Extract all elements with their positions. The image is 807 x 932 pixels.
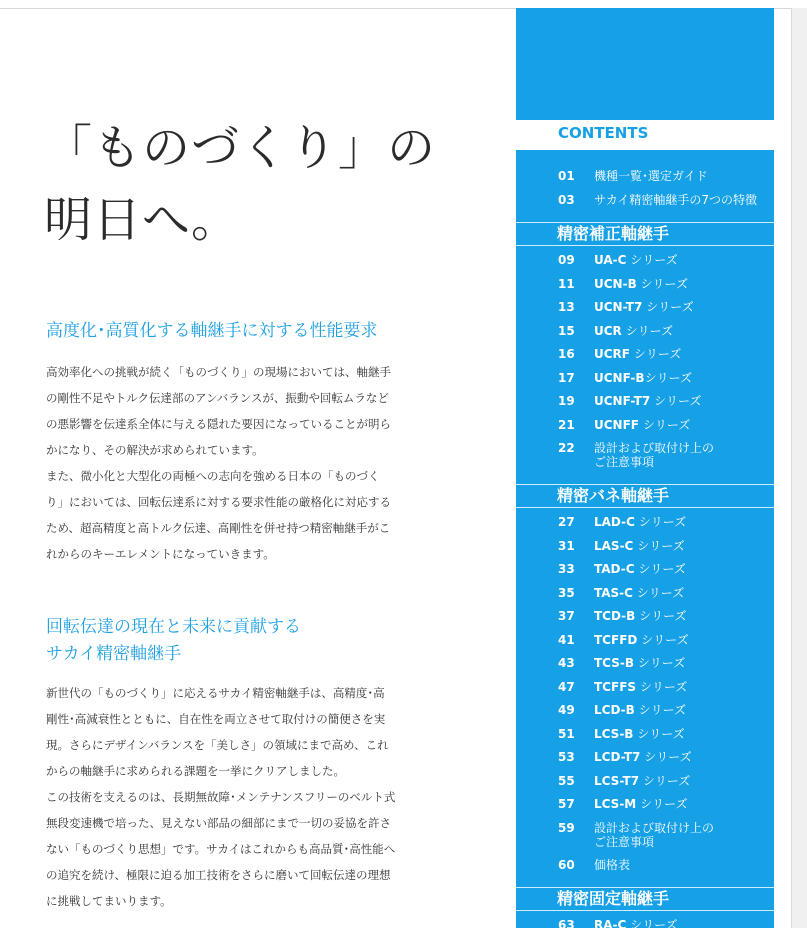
section-body-contribution <box>46 680 396 914</box>
paragraph: 新世代の「ものづくり」に応えるサカイ精密軸継手は、高精度･高剛性･高減衰性とともに、自在性を両立させて取付けの簡便さを実現。さらにデザインバランスを「美しさ」の領域にまで高め、これからの軸継手に求められる課題を一挙にクリアしました。 <box>46 686 389 778</box>
toc-page-number: 21 <box>558 417 575 432</box>
toc-entry-label: LAD-C シリーズ <box>594 515 687 529</box>
toc-entry-label: LCS-T7 シリーズ <box>594 773 691 788</box>
toc-entry-label: 設計および取付け上の ご注意事項 <box>594 820 715 849</box>
sidebar-header-block <box>516 8 774 120</box>
toc-page-number: 17 <box>558 370 575 385</box>
toc-entry-label: TCS-B シリーズ <box>594 656 686 670</box>
toc-page-number: 43 <box>558 656 575 670</box>
toc-page-number: 59 <box>558 820 575 835</box>
toc-entry-label: 価格表 <box>594 857 631 872</box>
section-heading-line: 回転伝達の現在と未来に貢献する <box>46 617 301 637</box>
toc-page-number: 11 <box>558 276 575 291</box>
toc-page-number: 19 <box>558 394 575 408</box>
toc-category-label: 精密固定軸継手 <box>557 889 670 908</box>
toc-entry-label: TCFFD シリーズ <box>594 632 689 647</box>
toc-entry-label: UCNFF シリーズ <box>594 417 691 432</box>
toc-entry-label: TCD-B シリーズ <box>594 609 687 623</box>
toc-entry-label: UA-C シリーズ <box>594 253 678 267</box>
toc-page-number: 33 <box>558 562 575 576</box>
toc-page-number: 57 <box>558 797 575 811</box>
toc-entry-label: サカイ精密軸継手の7つの特徴 <box>594 193 758 207</box>
contents-title: CONTENTS <box>558 124 649 142</box>
toc-entry-label: RA-C シリーズ <box>594 918 678 932</box>
toc-page-number: 22 <box>558 441 575 455</box>
toc-page-number: 27 <box>558 515 575 529</box>
toc-entry-label: UCRF シリーズ <box>594 347 682 361</box>
toc-page-number: 13 <box>558 300 575 314</box>
toc-entry-label: UCR シリーズ <box>594 323 674 338</box>
toc-page-number: 63 <box>558 918 575 932</box>
toc-category-label: 精密補正軸継手 <box>557 224 670 243</box>
toc-page-number: 60 <box>558 857 575 872</box>
toc-page-number: 53 <box>558 750 575 764</box>
toc-page-number: 49 <box>558 703 575 717</box>
toc-entry-label: TCFFS シリーズ <box>594 679 688 694</box>
paragraph: また、微小化と大型化の両極への志向を強める日本の「ものづくり」においては、回転伝達系に対する要求性能の厳格化に対応するため、超高精度と高トルク伝達、高剛性を併せ持つ精密軸継手がこれからのキーエレメントになっていきます。 <box>46 469 391 561</box>
section-body-performance <box>46 359 396 567</box>
toc-entry-label: UCN-T7 シリーズ <box>594 300 694 314</box>
table-of-contents <box>516 150 774 932</box>
hero-title-line-1: 「ものづくり」の <box>44 120 437 176</box>
toc-category-heading[interactable] <box>516 484 774 508</box>
toc-entry-label: TAD-C シリーズ <box>594 562 686 576</box>
toc-category-heading[interactable] <box>516 887 774 911</box>
section-heading-contribution <box>46 614 301 668</box>
toc-page-number: 51 <box>558 726 575 741</box>
toc-page-number: 16 <box>558 347 575 361</box>
paragraph: この技術を支えるのは、長期無故障･メンテナンスフリーのベルト式無段変速機で培った、見えない部品の細部にまで一切の妥協を許さない「ものづくり思想」です。サカイはこれからも高品質･高性能への追究を続け、極限に迫る加工技術をさらに磨いて回転伝達の理想に挑戦してまいります。 <box>46 790 396 908</box>
hero-title <box>44 112 436 256</box>
toc-page-number: 35 <box>558 585 575 600</box>
toc-entry-label: LCS-B シリーズ <box>594 726 685 741</box>
toc-entry-label: 機種一覧･選定ガイド <box>594 169 708 183</box>
toc-entry-label: 設計および取付け上の ご注意事項 <box>594 441 715 469</box>
toc-entry-label: LAS-C シリーズ <box>594 538 685 553</box>
toc-page-number: 01 <box>558 169 575 183</box>
toc-page-number: 03 <box>558 193 575 207</box>
toc-entry-label: TAS-C シリーズ <box>594 585 685 600</box>
hero-title-line-2: 明日へ。 <box>44 192 241 248</box>
toc-page-number: 55 <box>558 773 575 788</box>
toc-page-number: 31 <box>558 538 575 553</box>
toc-category-heading[interactable] <box>516 222 774 246</box>
section-heading-performance: 高度化･高質化する軸継手に対する性能要求 <box>46 321 378 341</box>
toc-page-number: 47 <box>558 679 575 694</box>
toc-entry-label: LCD-T7 シリーズ <box>594 750 692 764</box>
page-gutter <box>791 8 807 928</box>
toc-entry-label: LCS-M シリーズ <box>594 797 688 811</box>
toc-page-number: 15 <box>558 323 575 338</box>
toc-entry-label: LCD-B シリーズ <box>594 703 686 717</box>
paragraph: 高効率化への挑戦が続く「ものづくり」の現場においては、軸継手の剛性不足やトルク伝達部のアンバランスが、振動や回転ムラなどの悪影響を伝達系全体に与える隠れた要因になっていることが明らかになり、その解決が求められています。 <box>46 365 391 457</box>
toc-page-number: 09 <box>558 253 575 267</box>
toc-category-label: 精密バネ軸継手 <box>557 486 670 505</box>
toc-page-number: 37 <box>558 609 575 623</box>
toc-page-number: 41 <box>558 632 575 647</box>
toc-entry-label: UCNF-T7 シリーズ <box>594 394 702 408</box>
toc-entry-label: UCNF-Bシリーズ <box>594 370 692 385</box>
section-heading-line: サカイ精密軸継手 <box>46 644 182 664</box>
toc-entry-label: UCN-B シリーズ <box>594 276 688 291</box>
